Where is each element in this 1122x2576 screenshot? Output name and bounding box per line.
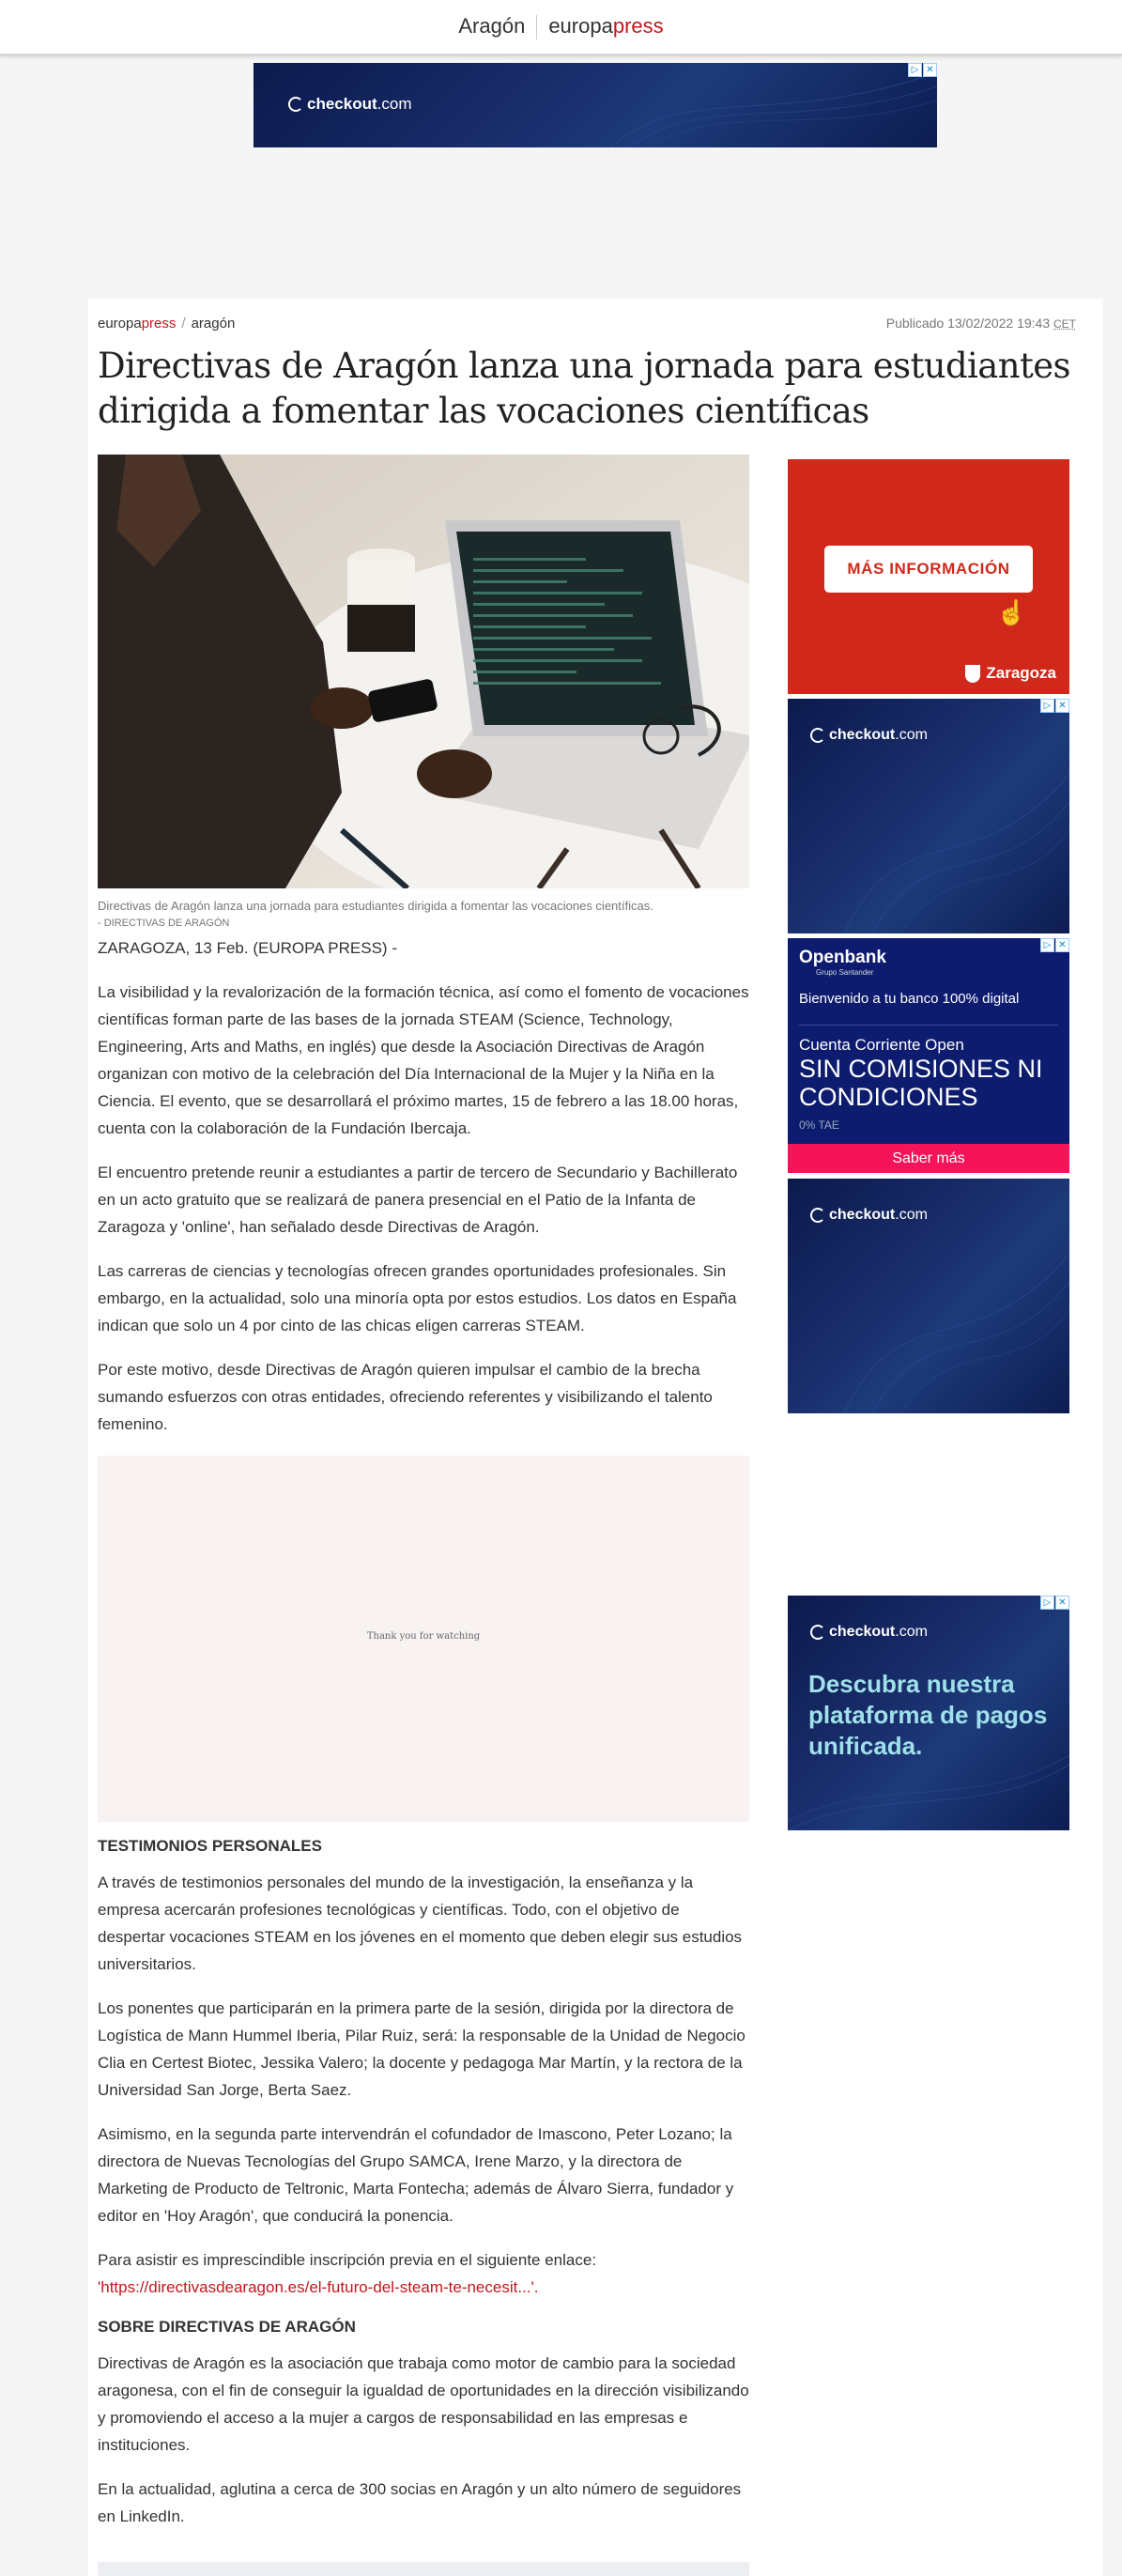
paragraph: Los ponentes que participarán en la primera parte de la sesión, dirigida por la directora de Logística de Mann Hummel Iberia, Pilar Ruiz, será: la responsable de la Unidad de Negocio Clia en Certest Biotec, Jessika Valero; la docente y pedagoga Mar Martín, y la rectora de la Universidad San Jorge, Berta Saez. xyxy=(98,1999,745,2099)
adchoices[interactable] xyxy=(908,63,937,77)
paragraph: La visibilidad y la revalorización de la formación técnica, así como el fomento de vocaciones científicas forman parte de las bases de la jornada STEAM (Science, Technology, Engineering, Arts and Maths, en inglés) que desde la Asociación Directivas de Aragón organizan con motivo de la celebración del Día Internacional de la Mujer y la Niña en la Ciencia. El evento, que se desarrollará el próximo martes, 15 de febrero a las 18.00 horas, cuenta con la colaboración de la Fundación Ibercaja. xyxy=(98,983,749,1137)
breadcrumb-separator: / xyxy=(181,316,186,332)
paragraph: Directivas de Aragón es la asociación que trabaja como motor de cambio para la sociedad aragonesa, con el fin de conseguir la igualdad de oportunidades en la dirección visibilizando y promoviendo el acceso a la mujer a cargos de responsabilidad en las empresas e instituciones. xyxy=(98,2354,749,2454)
payments-headline: Descubra nuestra plataforma de pagos unificada. xyxy=(808,1670,1048,1760)
article-body-part2 xyxy=(98,1837,749,2547)
checkout-logo: checkout .com xyxy=(288,95,411,114)
video-end-text: Thank you for watching xyxy=(366,1631,481,1642)
checkout-mark-icon xyxy=(288,97,303,112)
checkout-logo: checkout .com xyxy=(810,727,928,744)
video-player[interactable] xyxy=(98,1456,749,1822)
article-title: Directivas de Aragón lanza una jornada para estudiantes dirigida a fomentar las vocaciones científicas xyxy=(98,346,1070,431)
article-body-part1 xyxy=(98,937,749,1455)
paragraph: A través de testimonios personales del mundo de la investigación, la enseñanza y la empresa acercarán profesiones tecnológicas y científicas. Todo, con el objetivo de despertar vocaciones STEAM en los jóvenes en el momento que deben elegir sus estudios universitarios. xyxy=(98,1874,743,1973)
adchoices-info-icon[interactable]: ▷ xyxy=(1040,1596,1054,1610)
adchoices[interactable] xyxy=(1040,938,1069,952)
region-name[interactable]: Aragón xyxy=(458,14,526,38)
ad-close-icon[interactable]: ✕ xyxy=(923,63,937,77)
ad-close-icon[interactable]: ✕ xyxy=(1055,699,1069,713)
brand-logo-part1[interactable]: europa xyxy=(548,14,613,38)
zaragoza-logo: Zaragoza xyxy=(965,664,1056,683)
checkout-mark-icon xyxy=(810,1625,825,1640)
checkout-logo: checkout .com xyxy=(810,1624,928,1641)
adchoices-info-icon[interactable]: ▷ xyxy=(1040,938,1054,952)
site-brand[interactable] xyxy=(0,14,1122,39)
openbank-logo: Openbank xyxy=(799,948,886,967)
tap-hand-icon: ☝ xyxy=(996,598,1027,626)
checkout-sidebar-ad-2[interactable] xyxy=(788,1179,1069,1413)
adchoices-info-icon[interactable]: ▷ xyxy=(1040,699,1054,713)
brand-logo-part2[interactable]: press xyxy=(612,14,664,38)
breadcrumb-home[interactable]: europapress xyxy=(98,316,177,332)
adchoices[interactable] xyxy=(1040,1596,1069,1610)
adchoices[interactable] xyxy=(1040,699,1069,713)
openbank-rate: 0% TAE xyxy=(799,1118,839,1132)
paragraph: El encuentro pretende reunir a estudiantes a partir de tercero de Secundario y Bachillerato en un acto gratuito que se realizará de panera presencial en el Patio de la Infanta de Zaragoza y 'online', han señalado desde Directivas de Aragón. xyxy=(98,1164,738,1236)
breadcrumb-section[interactable]: aragón xyxy=(191,316,236,332)
photo-caption: Directivas de Aragón lanza una jornada para estudiantes dirigida a fomentar las vocaciones científicas. - DIRECTIVAS DE ARAGÓN xyxy=(98,898,749,932)
checkout-logo: checkout .com xyxy=(810,1207,928,1224)
checkout-mark-icon xyxy=(810,728,825,743)
site-header xyxy=(0,0,1122,56)
openbank-divider xyxy=(799,1025,1058,1026)
zaragoza-shield-icon xyxy=(965,665,980,683)
zaragoza-ad[interactable] xyxy=(788,459,1069,694)
paragraph: En la actualidad, aglutina a cerca de 300 socias en Aragón y un alto número de seguidores en LinkedIn. xyxy=(98,2480,742,2525)
paragraph: Las carreras de ciencias y tecnologías ofrecen grandes oportunidades profesionales. Sin embargo, en la actualidad, solo una minoría opta por estos estudios. Los datos en España indican que solo un 4 por cinto de las chicas eligen carreras STEAM. xyxy=(98,1262,737,1334)
more-info-button[interactable]: MÁS INFORMACIÓN xyxy=(824,546,1033,593)
adchoices-info-icon[interactable]: ▷ xyxy=(908,63,922,77)
top-banner-ad[interactable] xyxy=(254,63,937,147)
section-heading: TESTIMONIOS PERSONALES xyxy=(98,1837,322,1855)
registration-paragraph: Para asistir es imprescindible inscripción previa en el siguiente enlace: 'https://directivasdearagon.es/el-futuro-del-steam-te-necesit...'. xyxy=(98,2251,597,2296)
photo-credit: - DIRECTIVAS DE ARAGÓN xyxy=(98,918,230,929)
openbank-logo-sub: Grupo Santander xyxy=(816,968,874,977)
checkout-payments-ad[interactable] xyxy=(788,1596,1069,1830)
openbank-ad[interactable] xyxy=(788,938,1069,1173)
paragraph: Por este motivo, desde Directivas de Aragón quieren impulsar el cambio de la brecha sumando esfuerzos con otras entidades, ofreciendo referentes y visibilizando el talento femenino. xyxy=(98,1361,713,1433)
checkout-sidebar-ad-1[interactable] xyxy=(788,699,1069,933)
openbank-product: Cuenta Corriente Open xyxy=(799,1036,964,1054)
registration-link[interactable]: 'https://directivasdearagon.es/el-futuro-del-steam-te-necesit...'. xyxy=(98,2278,539,2296)
openbank-cta-button[interactable]: Saber más xyxy=(788,1144,1069,1173)
next-block-placeholder xyxy=(98,2562,749,2576)
paragraph: Asimismo, en la segunda parte intervendrán el cofundador de Imascono, Peter Lozano; la directora de Nuevas Tecnologías del Grupo SAMCA, Irene Marzo, y la directora de Marketing de Producto de Teltronic, Marta Fontecha; además de Álvaro Sierra, fundador y editor en 'Hoy Aragón', que conducirá la ponencia. xyxy=(98,2125,734,2225)
laptop-photo-illustration xyxy=(98,455,749,888)
openbank-headline: SIN COMISIONES NI CONDICIONES xyxy=(799,1055,1043,1111)
checkout-mark-icon xyxy=(810,1208,825,1223)
article-photo[interactable] xyxy=(98,455,749,888)
breadcrumb xyxy=(98,316,235,332)
dateline: ZARAGOZA, 13 Feb. (EUROPA PRESS) - xyxy=(98,939,397,957)
ad-close-icon[interactable]: ✕ xyxy=(1055,1596,1069,1610)
openbank-welcome: Bienvenido a tu banco 100% digital xyxy=(799,991,1020,1007)
section-heading: SOBRE DIRECTIVAS DE ARAGÓN xyxy=(98,2318,356,2336)
ad-close-icon[interactable]: ✕ xyxy=(1055,938,1069,952)
publish-date: Publicado 13/02/2022 19:43 CET xyxy=(885,316,1076,331)
brand-divider xyxy=(536,15,537,39)
